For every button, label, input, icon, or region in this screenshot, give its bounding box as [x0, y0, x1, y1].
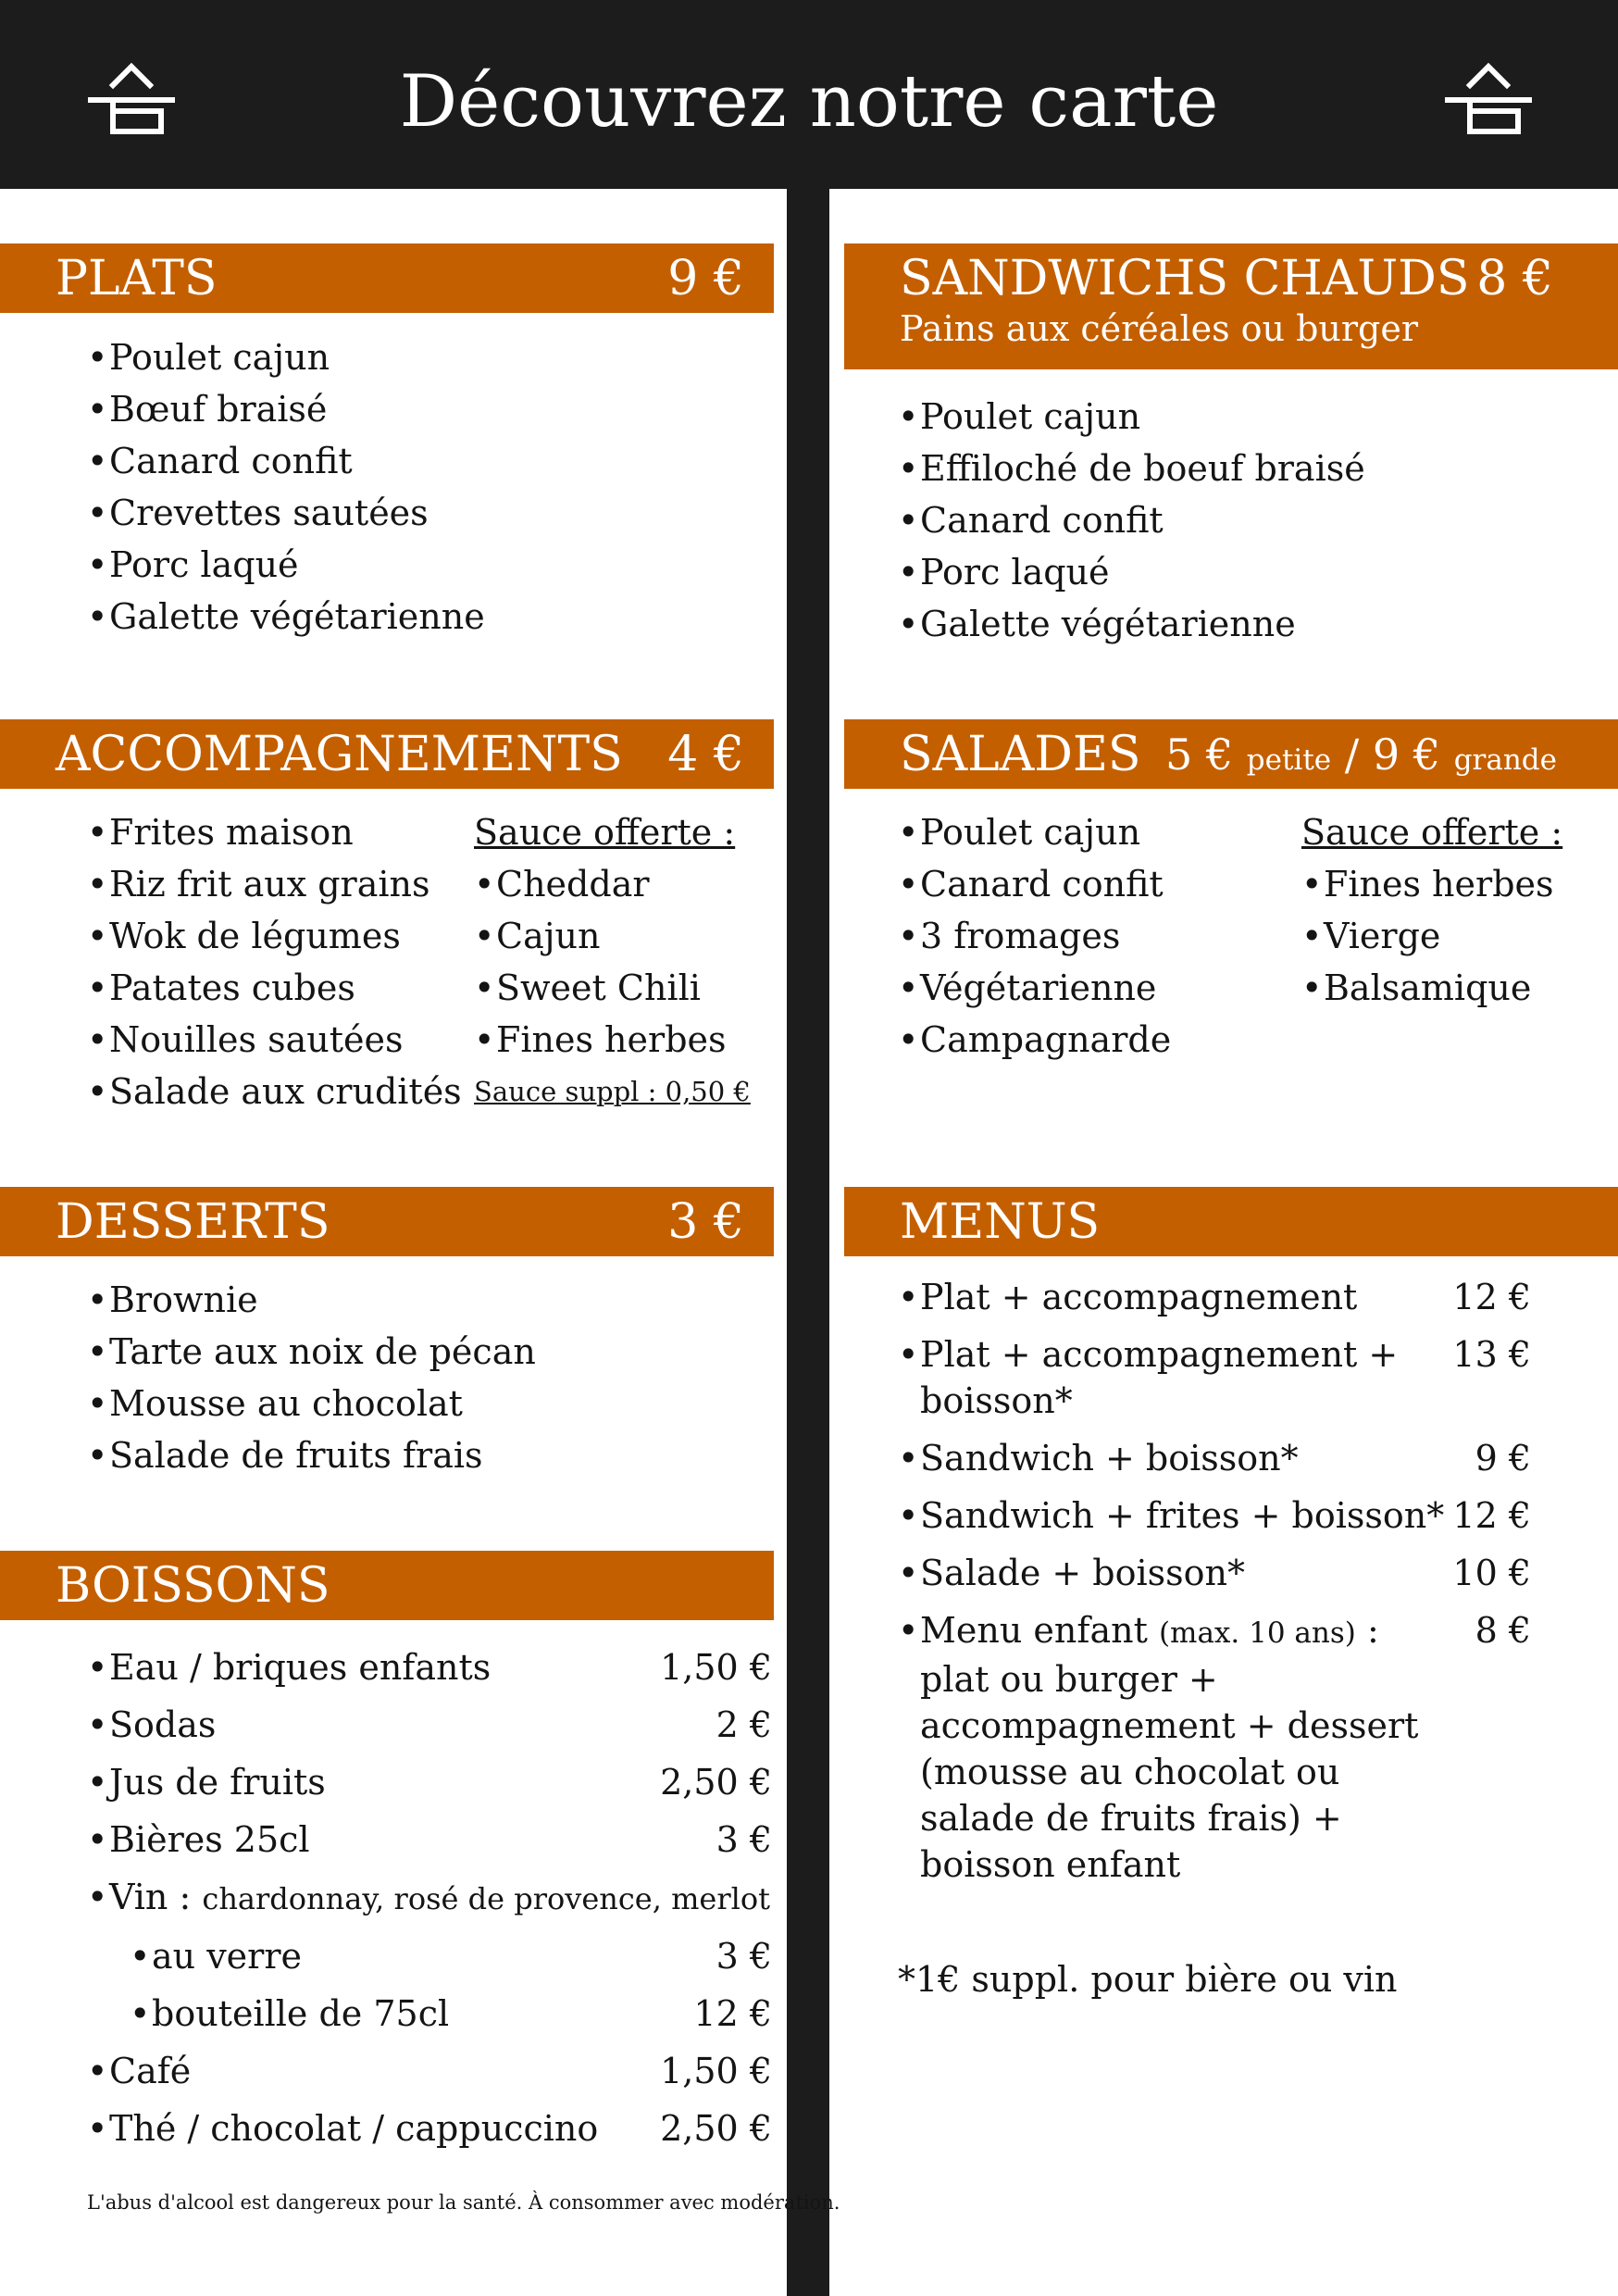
list-item	[87, 591, 753, 643]
item-price: 3 €	[716, 1936, 772, 1977]
section-price	[1165, 727, 1557, 788]
item-label: Balsamique	[1324, 967, 1532, 1008]
list-item	[898, 1435, 1531, 1481]
item-label: Fines herbes	[496, 1019, 727, 1060]
item-label: bouteille de 75cl	[152, 1993, 450, 2034]
bullet: •	[1301, 864, 1323, 905]
list-item	[87, 910, 457, 962]
kids-menu-line: boisson enfant	[920, 1844, 1181, 1885]
center-divider	[787, 189, 829, 2296]
item-label: Nouilles sautées	[109, 1019, 404, 1060]
item-label: Patates cubes	[109, 967, 355, 1008]
bullet: •	[898, 1438, 919, 1479]
item-label: Salade + boisson*	[920, 1553, 1246, 1593]
list-item	[87, 487, 753, 539]
list-item	[87, 2042, 772, 2100]
item-label: Canard confit	[920, 864, 1164, 905]
bullet: •	[898, 1277, 919, 1317]
bullet: •	[87, 544, 108, 585]
list-item	[87, 1014, 457, 1066]
bullet: •	[474, 864, 495, 905]
menus-footnote: *1€ suppl. pour bière ou vin	[898, 1959, 1398, 2000]
bullet: •	[130, 1936, 151, 1977]
page-title: Découvrez notre carte	[399, 60, 1219, 144]
bullet: •	[87, 1019, 108, 1060]
list-item	[474, 910, 770, 962]
list-item	[87, 435, 753, 487]
item-label: Plat + accompagnement +	[920, 1334, 1399, 1375]
bullet: •	[87, 2051, 108, 2091]
item-label: Mousse au chocolat	[109, 1383, 463, 1424]
item-label: Bœuf braisé	[109, 389, 328, 430]
bullet: •	[87, 441, 108, 481]
item-label: Effiloché de boeuf braisé	[920, 448, 1365, 489]
boissons-list	[87, 1639, 772, 2157]
section-title: DESSERTS	[56, 1194, 330, 1250]
item-label: Tarte aux noix de pécan	[109, 1331, 536, 1372]
item-label: Thé / chocolat / cappuccino	[109, 2108, 599, 2149]
section-price: 3 €	[667, 1194, 744, 1250]
item-label: Porc laqué	[920, 552, 1110, 593]
list-item	[87, 1066, 462, 1117]
item-label: 3 fromages	[920, 916, 1121, 956]
item-label: Cheddar	[496, 864, 650, 905]
item-label: Eau / briques enfants	[109, 1647, 492, 1688]
item-price: 9 €	[1475, 1438, 1531, 1479]
section-price: 4 €	[667, 727, 744, 782]
list-item	[87, 1378, 753, 1429]
item-label: Sodas	[109, 1704, 217, 1745]
bullet: •	[87, 596, 108, 637]
list-item	[898, 1014, 1287, 1066]
item-price: 12 €	[693, 1993, 772, 2034]
list-item	[474, 962, 770, 1014]
list-item	[87, 1811, 772, 1868]
list-item	[87, 331, 753, 383]
bullet: •	[87, 1762, 108, 1803]
item-label: Galette végétarienne	[109, 596, 485, 637]
item-label: Fines herbes	[1324, 864, 1554, 905]
bullet: •	[87, 1819, 108, 1860]
section-title: MENUS	[900, 1194, 1101, 1250]
item-label: Poulet cajun	[920, 396, 1141, 437]
item-price: 12 €	[1452, 1277, 1531, 1317]
wine-varieties: chardonnay, rosé de provence, merlot	[202, 1881, 771, 1916]
bullet: •	[898, 1553, 919, 1593]
price-separator: /	[1344, 730, 1360, 780]
section-header-menus	[844, 1187, 1618, 1256]
item-label: Sandwich + frites + boisson*	[920, 1495, 1445, 1536]
list-item	[87, 383, 753, 435]
bullet: •	[474, 916, 495, 956]
kids-menu-line: accompagnement + dessert	[920, 1705, 1419, 1746]
item-label: Sweet Chili	[496, 967, 701, 1008]
price-large: 9 €	[1372, 730, 1441, 780]
item-label: au verre	[152, 1936, 302, 1977]
wine-item	[87, 1868, 772, 1928]
bullet: •	[87, 1383, 108, 1424]
bullet: •	[474, 967, 495, 1008]
list-item	[898, 962, 1287, 1014]
list-item	[87, 1274, 753, 1326]
item-label: Galette végétarienne	[920, 604, 1296, 644]
bullet: •	[87, 1704, 108, 1745]
item-price: 8 €	[1475, 1610, 1531, 1651]
bullet: •	[1301, 967, 1323, 1008]
kids-menu-line: (mousse au chocolat ou	[920, 1752, 1340, 1792]
item-price: 3 €	[716, 1819, 772, 1860]
list-item	[898, 443, 1583, 494]
list-item	[898, 1492, 1531, 1539]
bullet: •	[87, 337, 108, 378]
item-label: Salade aux crudités	[109, 1071, 462, 1112]
bullet: •	[898, 1334, 919, 1375]
salades-list	[898, 806, 1287, 1066]
list-item	[87, 962, 457, 1014]
item-price: 1,50 €	[660, 2051, 772, 2091]
section-header-sandwichs	[844, 243, 1618, 369]
list-item	[87, 1753, 772, 1811]
section-price: 9 €	[667, 251, 744, 306]
list-item	[87, 1429, 753, 1481]
bullet: •	[87, 1435, 108, 1476]
bullet: •	[898, 1495, 919, 1536]
list-item	[87, 2100, 772, 2157]
sauce-extra-note: Sauce suppl : 0,50 €	[474, 1076, 751, 1107]
list-item	[474, 1014, 770, 1066]
item-price: 2 €	[716, 1704, 772, 1745]
bullet: •	[130, 1993, 151, 2034]
price-large-label: grande	[1453, 743, 1557, 777]
menus-list	[898, 1274, 1531, 1888]
kids-menu-label: Menu enfant	[920, 1610, 1148, 1651]
bullet: •	[898, 864, 919, 905]
item-label: Cajun	[496, 916, 601, 956]
sauce-column	[1301, 806, 1579, 1014]
sauce-heading: Sauce offerte :	[1301, 812, 1563, 853]
item-label: Poulet cajun	[920, 812, 1141, 853]
header-bar	[0, 0, 1618, 189]
bullet: •	[87, 916, 108, 956]
section-header-plats	[0, 243, 774, 313]
kids-menu-item	[898, 1607, 1531, 1888]
item-price: 13 €	[1452, 1334, 1531, 1375]
bullet: •	[898, 1019, 919, 1060]
bullet: •	[87, 389, 108, 430]
list-item	[1301, 910, 1579, 962]
bullet: •	[87, 2108, 108, 2149]
item-label: Wok de légumes	[109, 916, 401, 956]
bullet: •	[474, 1019, 495, 1060]
item-label: Poulet cajun	[109, 337, 330, 378]
bullet: •	[87, 967, 108, 1008]
price-small: 5 €	[1165, 730, 1234, 780]
list-item	[898, 1274, 1531, 1320]
kids-menu-age: (max. 10 ans)	[1158, 1616, 1356, 1650]
section-header-salades	[844, 719, 1618, 789]
item-price: 2,50 €	[660, 1762, 772, 1803]
house-icon	[1444, 59, 1533, 135]
list-item	[1301, 858, 1579, 910]
item-label: Crevettes sautées	[109, 493, 429, 533]
bullet: •	[898, 552, 919, 593]
list-item	[898, 806, 1287, 858]
list-item	[898, 1550, 1531, 1596]
section-title: SALADES	[900, 727, 1141, 782]
item-label: Bières 25cl	[109, 1819, 310, 1860]
list-item	[898, 598, 1583, 650]
bullet: •	[87, 1071, 108, 1112]
kids-menu-line: plat ou burger +	[920, 1659, 1218, 1700]
list-item	[898, 858, 1287, 910]
section-title: BOISSONS	[56, 1558, 330, 1614]
section-subtitle: Pains aux céréales ou burger	[900, 308, 1419, 349]
sauce-column	[474, 806, 770, 1117]
list-item	[898, 1331, 1531, 1424]
section-header-boissons	[0, 1551, 774, 1620]
price-small-label: petite	[1246, 743, 1332, 777]
sauce-heading: Sauce offerte :	[474, 812, 736, 853]
section-title: ACCOMPAGNEMENTS	[56, 727, 623, 782]
item-label: Porc laqué	[109, 544, 299, 585]
list-item	[87, 1639, 772, 1696]
bullet: •	[1301, 916, 1323, 956]
section-title: SANDWICHS CHAUDS	[900, 251, 1470, 306]
list-item	[474, 858, 770, 910]
bullet: •	[87, 1647, 108, 1688]
bullet: •	[898, 812, 919, 853]
list-item	[87, 1696, 772, 1753]
item-label: Canard confit	[920, 500, 1164, 541]
item-label: Jus de fruits	[109, 1762, 326, 1803]
bullet: •	[898, 396, 919, 437]
list-item	[130, 1985, 772, 2042]
bullet: •	[87, 493, 108, 533]
kids-menu-colon: :	[1366, 1610, 1379, 1651]
list-item	[898, 391, 1583, 443]
bullet: •	[87, 864, 108, 905]
item-label: Plat + accompagnement	[920, 1277, 1358, 1317]
item-label: Riz frit aux grains	[109, 864, 430, 905]
item-label: Sandwich + boisson*	[920, 1438, 1299, 1479]
list-item	[898, 494, 1583, 546]
list-item	[87, 806, 457, 858]
bullet: •	[87, 1279, 108, 1320]
bullet: •	[898, 916, 919, 956]
kids-menu-line: salade de fruits frais) +	[920, 1798, 1342, 1839]
bullet: •	[898, 1610, 919, 1651]
item-price: 12 €	[1452, 1495, 1531, 1536]
plats-list	[87, 331, 753, 643]
bullet: •	[87, 1877, 108, 1917]
accompagnements-list	[87, 806, 462, 1117]
item-label: Campagnarde	[920, 1019, 1172, 1060]
item-label: Vin :	[109, 1877, 192, 1917]
alcohol-disclaimer: L'abus d'alcool est dangereux pour la santé. À consommer avec modération.	[87, 2191, 840, 2214]
section-price: 8 €	[1476, 251, 1553, 306]
list-item	[1301, 962, 1579, 1014]
item-price: 1,50 €	[660, 1647, 772, 1688]
section-header-accompagnements	[0, 719, 774, 789]
list-item	[87, 539, 753, 591]
item-label: Frites maison	[109, 812, 354, 853]
list-item	[898, 546, 1583, 598]
bullet: •	[87, 1331, 108, 1372]
item-label: Vierge	[1324, 916, 1441, 956]
list-item	[898, 910, 1287, 962]
bullet: •	[87, 812, 108, 853]
list-item	[130, 1928, 772, 1985]
bullet: •	[898, 448, 919, 489]
item-label: Salade de fruits frais	[109, 1435, 483, 1476]
bullet: •	[898, 604, 919, 644]
item-label: boisson*	[920, 1380, 1073, 1421]
list-item	[87, 858, 457, 910]
item-label: Canard confit	[109, 441, 353, 481]
section-title: PLATS	[56, 251, 218, 306]
sandwichs-list	[898, 391, 1583, 650]
bullet: •	[898, 500, 919, 541]
item-price: 10 €	[1452, 1553, 1531, 1593]
item-label: Café	[109, 2051, 192, 2091]
item-label: Végétarienne	[920, 967, 1157, 1008]
list-item	[87, 1326, 753, 1378]
item-label: Brownie	[109, 1279, 258, 1320]
section-header-desserts	[0, 1187, 774, 1256]
item-price: 2,50 €	[660, 2108, 772, 2149]
desserts-list	[87, 1274, 753, 1481]
bullet: •	[898, 967, 919, 1008]
